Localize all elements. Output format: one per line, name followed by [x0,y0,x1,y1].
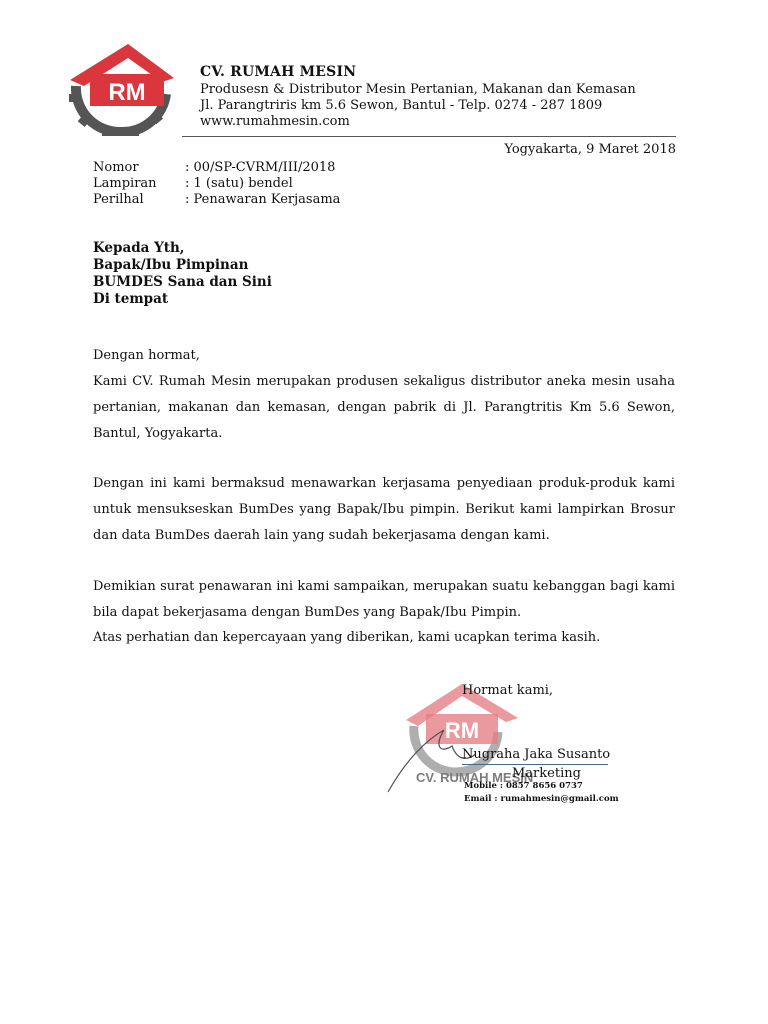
company-website: www.rumahmesin.com [200,114,350,129]
recipient-line: BUMDES Sana dan Sini [93,274,272,290]
meta-value: : Penawaran Kerjasama [185,192,341,207]
body-paragraph: Kami CV. Rumah Mesin merupakan produsen sekaligus distributor aneka mesin usaha pertanian, makanan dan kemasan, dengan pabrik di Jl. Parangtritis Km 5.6 Sewon, Bantul, Yogyakarta. [93,374,675,441]
body-paragraph: Atas perhatian dan kepercayaan yang diberikan, kami ucapkan terima kasih. [93,630,601,645]
signer-position: Marketing [512,766,581,781]
company-name: CV. RUMAH MESIN [200,64,357,80]
signer-name: Nugraha Jaka Susanto [462,747,611,762]
signer-mobile: Mobile : 0857 8656 0737 [464,781,583,791]
body-paragraph: Dengan ini kami bermaksud menawarkan kerjasama penyediaan produk-produk kami untuk mensukseskan BumDes yang Bapak/Ibu pimpin. Berikut kami lampirkan Brosur dan data BumDes daerah lain yang sudah bekerjasama dengan kami. [93,476,675,543]
salutation: Dengan hormat, [93,348,200,363]
letter-date: Yogyakarta, 9 Maret 2018 [504,142,676,157]
meta-value: : 1 (satu) bendel [185,176,293,191]
meta-label: Nomor [93,160,139,175]
signature-underline [462,764,608,765]
stamp-logo-text: RM [444,718,480,743]
recipient-line: Di tempat [93,291,169,307]
meta-label: Perilhal [93,192,144,207]
company-logo [66,42,178,136]
company-address: Jl. Parangtriris km 5.6 Sewon, Bantul - Telp. 0274 - 287 1809 [200,98,603,113]
stamp-caption: CV. RUMAH MESIN [416,770,534,785]
company-tagline: Produsesn & Distributor Mesin Pertanian, Makanan dan Kemasan [200,82,636,97]
closing-greeting: Hormat kami, [462,683,554,698]
signer-email: Email : rumahmesin@gmail.com [464,794,619,804]
logo-text: RM [108,79,146,106]
meta-label: Lampiran [93,176,157,191]
recipient-line: Kepada Yth, [93,240,185,256]
letterhead-divider [182,136,676,137]
body-paragraph: Demikian surat penawaran ini kami sampaikan, merupakan suatu kebanggan bagi kami bila dapat bekerjasama dengan BumDes yang Bapak/Ibu Pimpin. [93,579,675,620]
meta-value: : 00/SP-CVRM/III/2018 [185,160,336,175]
recipient-line: Bapak/Ibu Pimpinan [93,257,249,273]
